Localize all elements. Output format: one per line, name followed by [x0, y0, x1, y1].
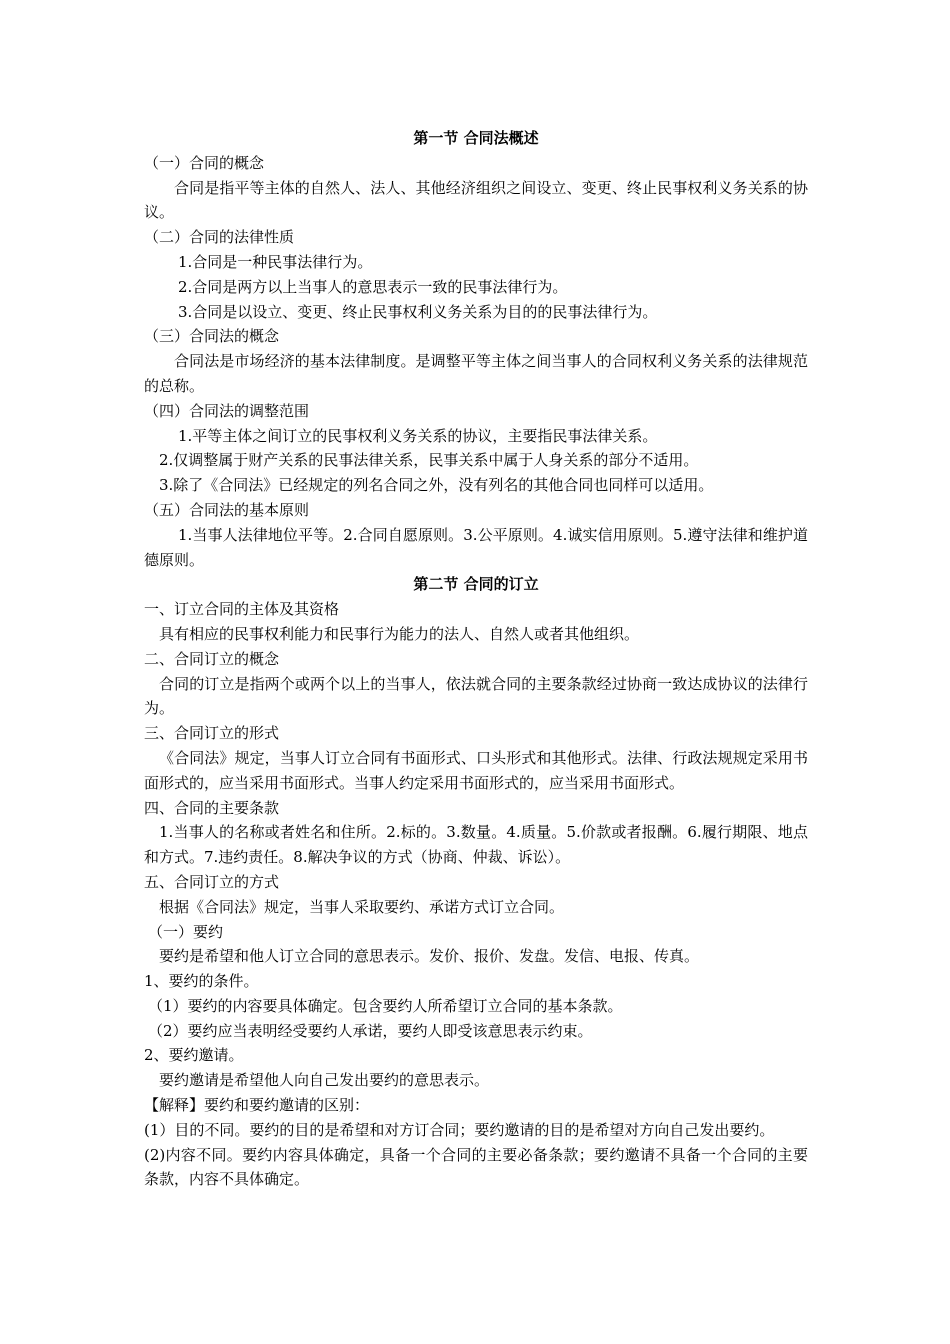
heading-1-3: （三）合同法的概念: [144, 327, 280, 346]
paragraph-2-3: 《合同法》规定，当事人订立合同有书面形式、口头形式和其他形式。法律、行政法规规定采用书面形式的，应当采用书面形式。当事人约定采用书面形式的，应当采用书面形式。: [144, 748, 808, 792]
list-item: 3.除了《合同法》已经规定的列名合同之外，没有列名的其他合同也同样可以适用。: [159, 476, 714, 495]
list-item: 3.合同是以设立、变更、终止民事权利义务关系为目的的民事法律行为。: [178, 302, 658, 321]
list-item: （1）要约的内容要具体确定。包含要约人所希望订立合同的基本条款。: [148, 996, 623, 1015]
heading-1-4: （四）合同法的调整范围: [144, 401, 310, 420]
section-2-title: 第二节 合同的订立: [413, 575, 539, 594]
heading-2-6: （一）要约: [148, 922, 224, 941]
heading-2-8: 2、要约邀请。: [144, 1046, 244, 1065]
heading-1-5: （五）合同法的基本原则: [144, 500, 310, 519]
list-item: （2）要约应当表明经受要约人承诺，要约人即受该意思表示约束。: [148, 1021, 593, 1040]
section-1-title: 第一节 合同法概述: [413, 129, 539, 147]
heading-2-4: 四、合同的主要条款: [144, 798, 280, 817]
list-item: 1.合同是一种民事法律行为。: [178, 252, 373, 271]
heading-2-7: 1、要约的条件。: [144, 972, 259, 991]
paragraph-1-1: 合同是指平等主体的自然人、法人、其他经济组织之间设立、变更、终止民事权利义务关系的协议。: [144, 178, 808, 222]
heading-2-5: 五、合同订立的方式: [144, 872, 280, 891]
heading-2-1: 一、订立合同的主体及其资格: [144, 600, 340, 619]
paragraph-2-5: 根据《合同法》规定，当事人采取要约、承诺方式订立合同。: [159, 897, 565, 916]
paragraph-2-8: 要约邀请是希望他人向自己发出要约的意思表示。: [159, 1071, 490, 1090]
document-body: [144, 126, 808, 1192]
list-item: (2)内容不同。要约内容具体确定，具备一个合同的主要必备条款；要约邀请不具备一个合同的主要条款，内容不具体确定。: [144, 1145, 808, 1189]
heading-1-1: （一）合同的概念: [144, 153, 265, 172]
list-item: 2.仅调整属于财产关系的民事法律关系，民事关系中属于人身关系的部分不适用。: [159, 451, 699, 470]
paragraph-2-2: 合同的订立是指两个或两个以上的当事人，依法就合同的主要条款经过协商一致达成协议的法律行为。: [144, 674, 808, 718]
heading-1-2: （二）合同的法律性质: [144, 228, 295, 247]
paragraph-2-4: 1.当事人的名称或者姓名和住所。2.标的。3.数量。4.质量。5.价款或者报酬。6.履行期限、地点和方式。7.违约责任。8.解决争议的方式（协商、仲裁、诉讼）。: [144, 823, 808, 867]
paragraph-1-3: 合同法是市场经济的基本法律制度。是调整平等主体之间当事人的合同权利义务关系的法律规范的总称。: [144, 352, 808, 395]
list-item: (1）目的不同。要约的目的是希望和对方订合同；要约邀请的目的是希望对方向自己发出要约。: [144, 1120, 775, 1139]
paragraph-2-6: 要约是希望和他人订立合同的意思表示。发价、报价、发盘。发信、电报、传真。: [159, 947, 700, 966]
list-item: 2.合同是两方以上当事人的意思表示一致的民事法律行为。: [178, 277, 568, 296]
paragraph-1-5: 1.当事人法律地位平等。2.合同自愿原则。3.公平原则。4.诚实信用原则。5.遵守法律和维护道德原则。: [144, 525, 808, 569]
note-heading: 【解释】要约和要约邀请的区别：: [144, 1096, 370, 1115]
paragraph-2-1: 具有相应的民事权利能力和民事行为能力的法人、自然人或者其他组织。: [159, 624, 640, 643]
heading-2-3: 三、合同订立的形式: [144, 724, 280, 743]
list-item: 1.平等主体之间订立的民事权利义务关系的协议，主要指民事法律关系。: [178, 426, 658, 445]
heading-2-2: 二、合同订立的概念: [144, 649, 280, 668]
